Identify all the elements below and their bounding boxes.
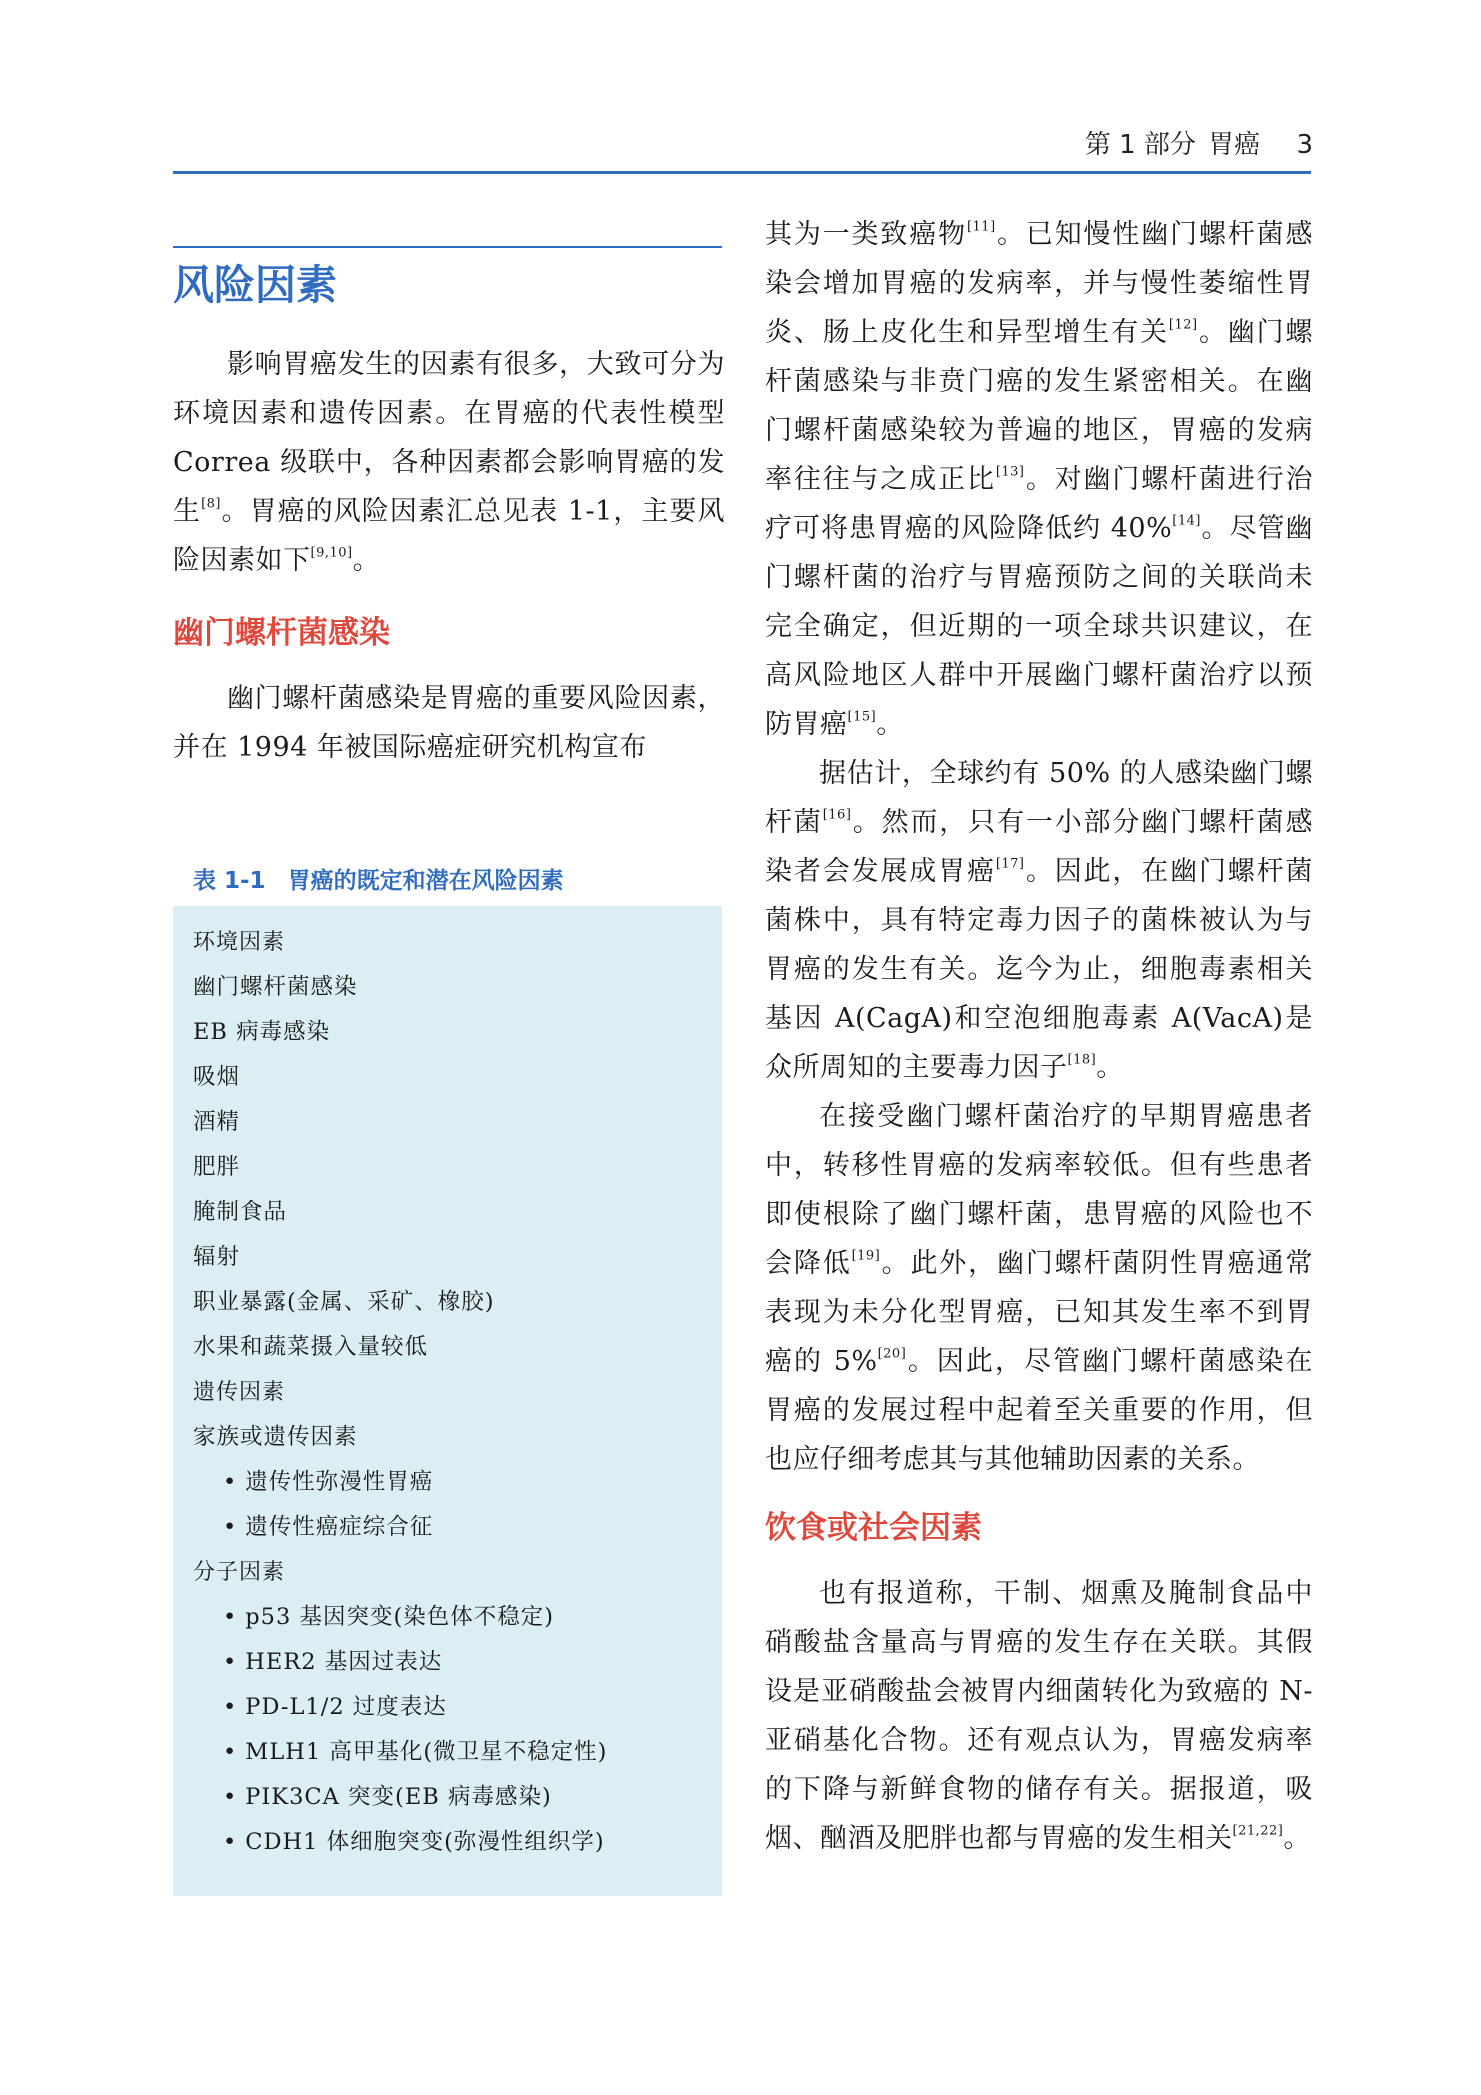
citation: [8] — [201, 496, 221, 512]
prevalence-paragraph: 据估计，全球约有 50% 的人感染幽门螺杆菌[16]。然而，只有一小部分幽门螺杆菌感染者会发展成胃癌[17]。因此，在幽门螺杆菌菌株中，具有特定毒力因子的菌株被认为与胃癌的发生有关。迄今为止，细胞毒素相关基因 A(CagA)和空泡细胞毒素 A(VacA)是众所周知的主要毒力因子[18]。 — [765, 758, 1314, 1083]
table-row: • CDH1 体细胞突变(弥漫性组织学) — [193, 1820, 722, 1865]
table-row: 职业暴露(金属、采矿、橡胶) — [193, 1289, 495, 1315]
hp-paragraph-continued: 其为一类致癌物[11]。已知慢性幽门螺杆菌感染会增加胃癌的发病率，并与慢性萎缩性胃炎、肠上皮化生和异型增生有关[12]。幽门螺杆菌感染与非贲门癌的发生紧密相关。在幽门螺杆菌感染较为普遍的地区，胃癌的发病率往往与之成正比[13]。对幽门螺杆菌进行治疗可将患胃癌的风险降低约 40%[14]。尽管幽门螺杆菌的治疗与胃癌预防之间的关联尚未完全确定，但近期的一项全球共识建议，在高风险地区人群中开展幽门螺杆菌治疗以预防胃癌[15]。 — [765, 219, 1314, 740]
risk-factor-table — [173, 906, 722, 1896]
risk-factor-list — [173, 906, 722, 1865]
table-row: • MLH1 高甲基化(微卫星不稳定性) — [193, 1730, 722, 1775]
subsection-title-hp: 幽门螺杆菌感染 — [173, 615, 390, 651]
header-part: 第 1 部分 — [1084, 130, 1196, 160]
table-row: 酒精 — [193, 1109, 241, 1135]
table-row: 腌制食品 — [193, 1199, 288, 1225]
page-number: 3 — [1296, 130, 1313, 160]
table-group-heading: 遗传因素 — [193, 1380, 286, 1405]
citation: [17] — [995, 856, 1025, 872]
table-row: • HER2 基因过表达 — [193, 1640, 722, 1685]
subsection-title-diet: 饮食或社会因素 — [765, 1510, 982, 1546]
table-row: • PD-L1/2 过度表达 — [193, 1685, 722, 1730]
right-column — [765, 210, 1313, 1863]
citation: [14] — [1172, 513, 1201, 529]
table-row: 水果和蔬菜摄入量较低 — [193, 1334, 429, 1360]
citation: [20] — [877, 1346, 907, 1362]
citation: [12] — [1168, 317, 1198, 333]
running-header — [1081, 124, 1313, 161]
citation: [21,22] — [1232, 1823, 1284, 1839]
table-row: • PIK3CA 突变(EB 病毒感染) — [193, 1775, 722, 1820]
left-column — [173, 340, 725, 772]
citation: [16] — [822, 807, 852, 823]
header-chapter: 胃癌 — [1208, 130, 1261, 160]
table-row: 肥胖 — [193, 1154, 241, 1180]
intro-paragraph: 影响胃癌发生的因素有很多，大致可分为环境因素和遗传因素。在胃癌的代表性模型 Correa 级联中，各种因素都会影响胃癌的发生[8]。胃癌的风险因素汇总见表 1-1，主要风险因素如下[9,10]。 — [173, 349, 726, 576]
section-title: 风险因素 — [173, 261, 337, 309]
citation: [19] — [851, 1248, 881, 1264]
table-row: 家族或遗传因素 — [193, 1424, 358, 1450]
table-row: • 遗传性癌症综合征 — [193, 1505, 722, 1550]
table-group-heading: 环境因素 — [193, 930, 286, 955]
citation: [13] — [995, 464, 1025, 480]
treatment-paragraph: 在接受幽门螺杆菌治疗的早期胃癌患者中，转移性胃癌的发病率较低。但有些患者即使根除了幽门螺杆菌，患胃癌的风险也不会降低[19]。此外，幽门螺杆菌阴性胃癌通常表现为未分化型胃癌，已知其发生率不到胃癌的 5%[20]。因此，尽管幽门螺杆菌感染在胃癌的发展过程中起着至关重要的作用，但也应仔细考虑其与其他辅助因素的关系。 — [765, 1101, 1314, 1475]
table-number: 表 1-1 — [193, 868, 266, 894]
hp-paragraph: 幽门螺杆菌感染是胃癌的重要风险因素，并在 1994 年被国际癌症研究机构宣布 — [173, 683, 725, 763]
section-rule — [173, 246, 722, 248]
table-row: • p53 基因突变(染色体不稳定) — [193, 1595, 722, 1640]
diet-paragraph: 也有报道称，干制、烟熏及腌制食品中硝酸盐含量高与胃癌的发生存在关联。其假设是亚硝酸盐会被胃内细菌转化为致癌的 N-亚硝基化合物。还有观点认为，胃癌发病率的下降与新鲜食物的储存有关。据报道，吸烟、酗酒及肥胖也都与胃癌的发生相关[21,22]。 — [765, 1578, 1313, 1854]
citation: [9,10] — [310, 545, 353, 561]
citation: [11] — [966, 219, 996, 235]
table-row: 辐射 — [193, 1244, 241, 1270]
table-row: 幽门螺杆菌感染 — [193, 974, 358, 1000]
citation: [18] — [1067, 1052, 1097, 1068]
table-row: 吸烟 — [193, 1064, 241, 1090]
table-row: EB 病毒感染 — [193, 1019, 331, 1045]
table-caption — [193, 862, 564, 895]
citation: [15] — [847, 709, 877, 725]
table-row: • 遗传性弥漫性胃癌 — [193, 1460, 722, 1505]
table-title: 胃癌的既定和潜在风险因素 — [287, 868, 564, 894]
header-rule — [173, 171, 1311, 174]
table-group-heading: 分子因素 — [193, 1560, 286, 1585]
